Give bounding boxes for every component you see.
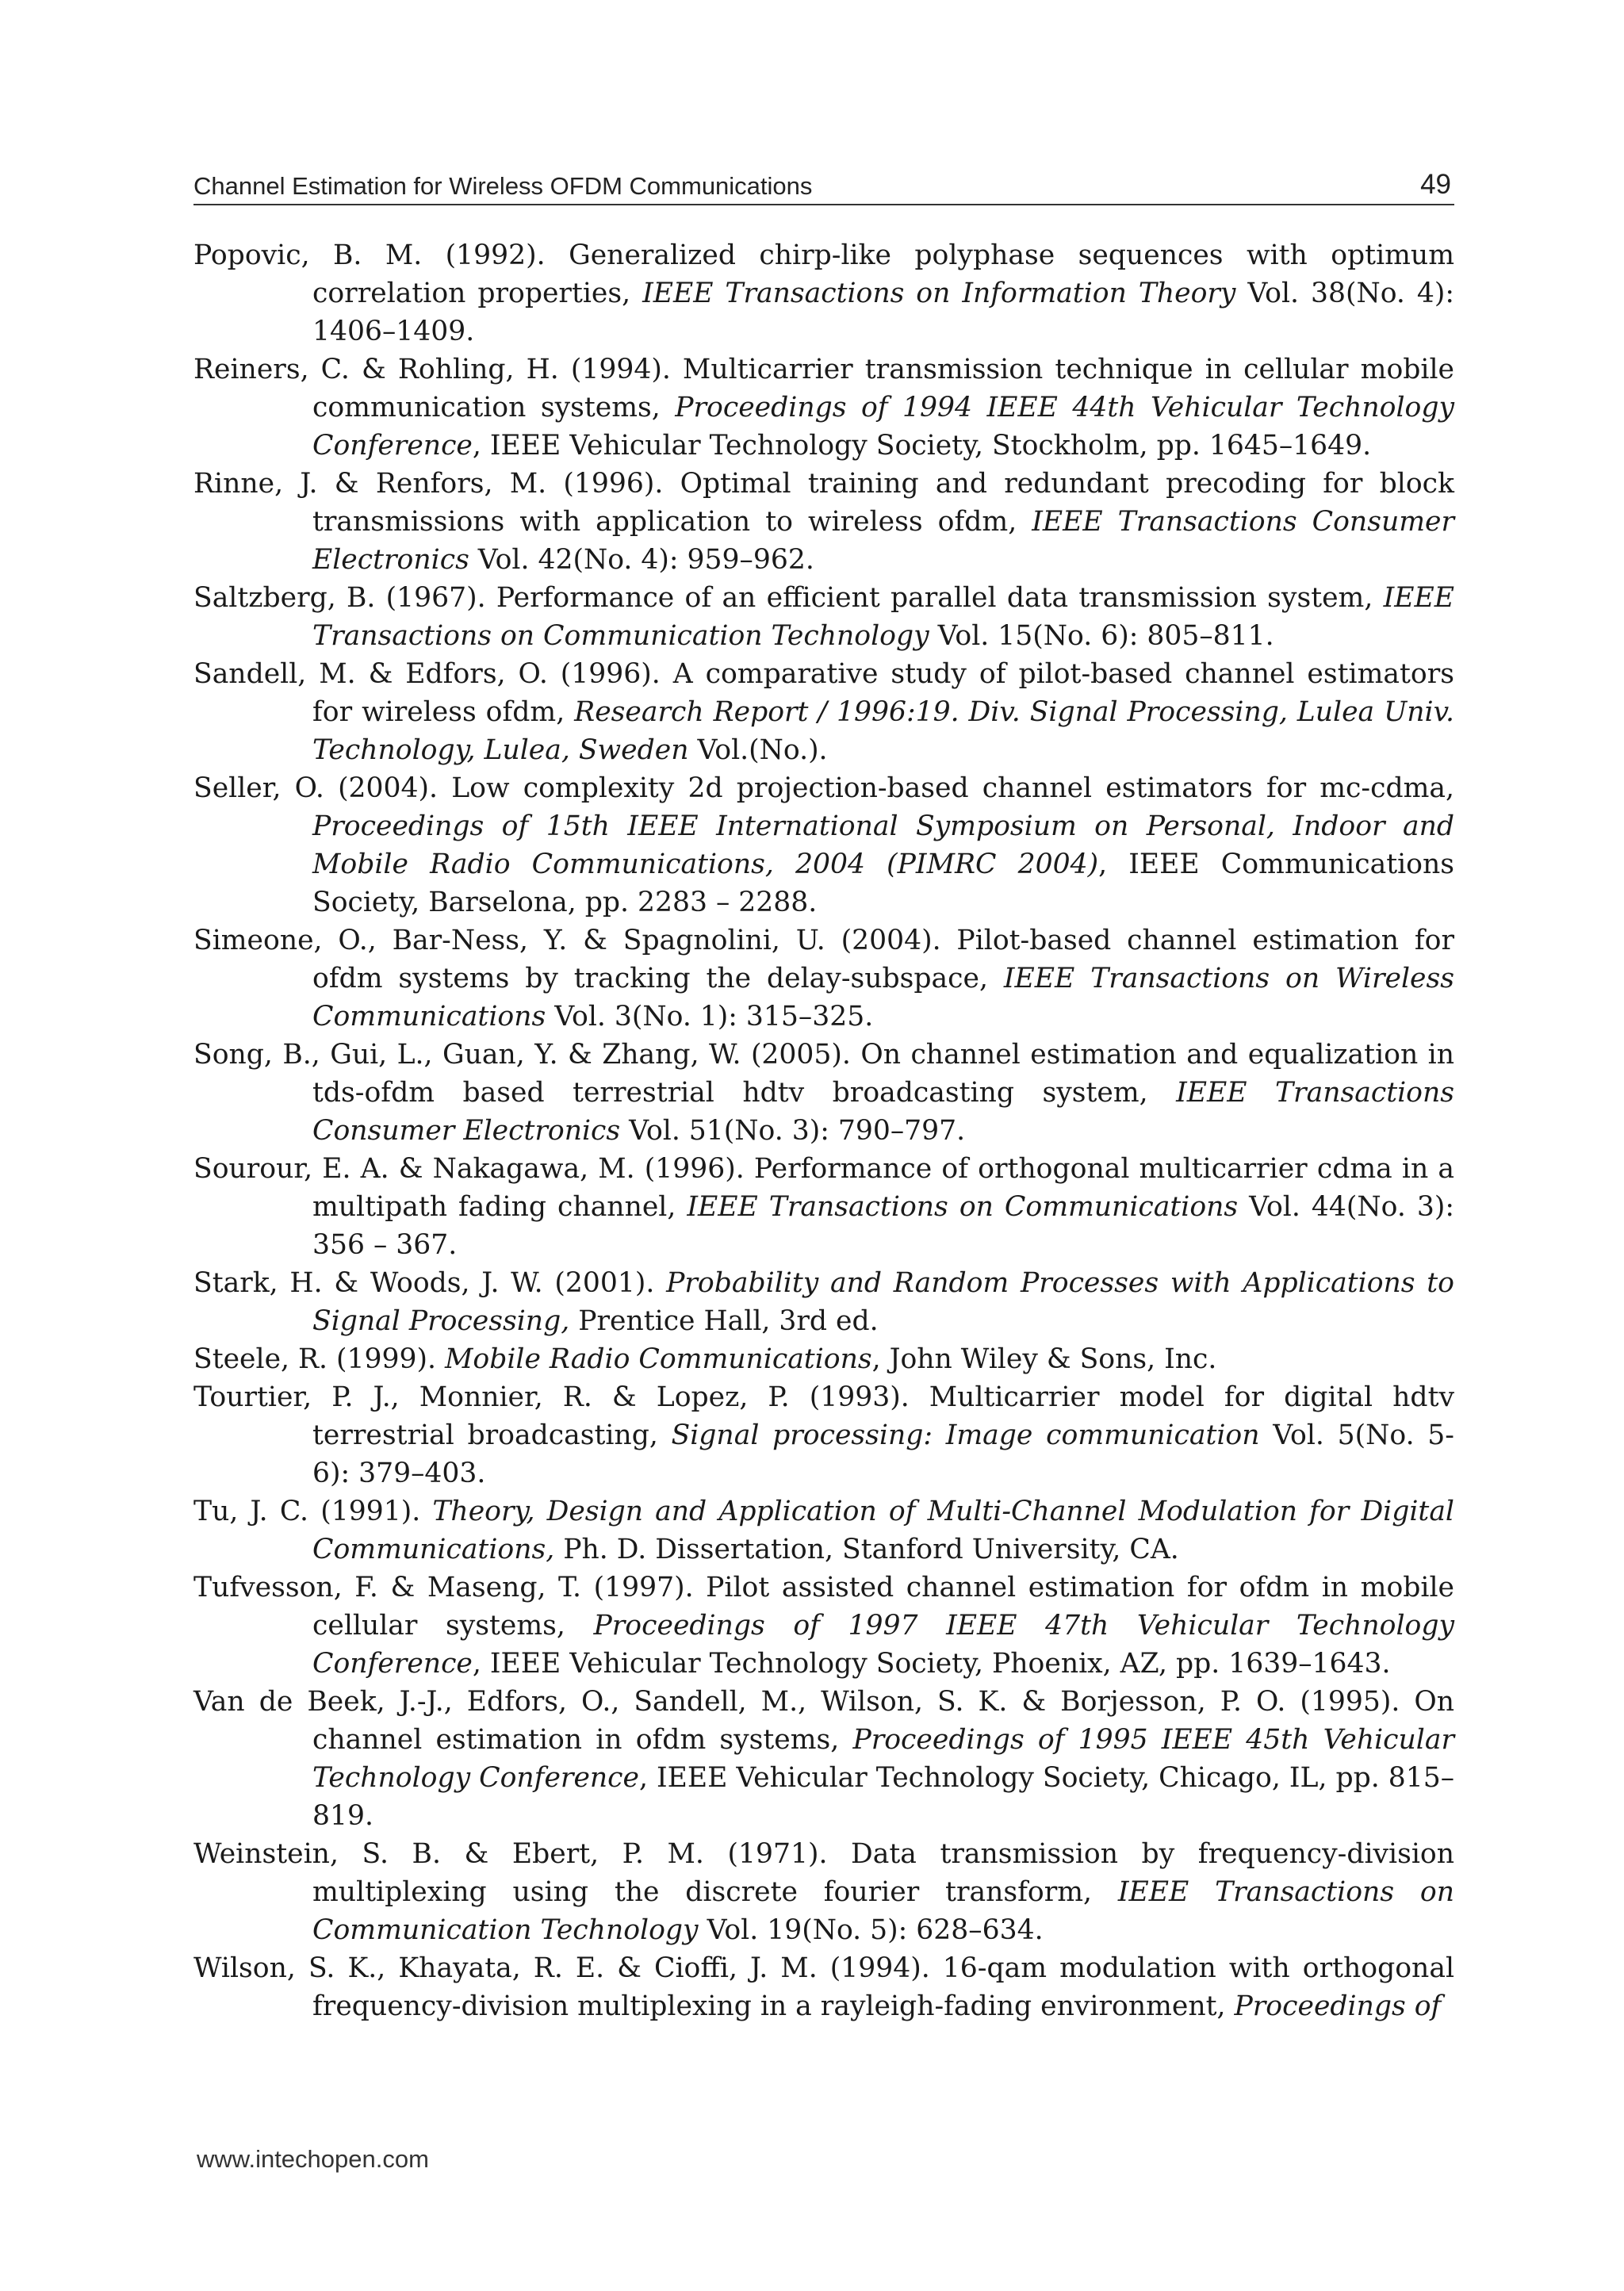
reference-details: Vol. 38(No. 4): 1406–1409. xyxy=(312,278,1455,347)
reference-source: Proceedings of 1997 IEEE 47th Vehicular Technology Conference xyxy=(312,1610,1454,1680)
reference-entry xyxy=(193,1340,1454,1378)
reference-entry xyxy=(193,1378,1454,1492)
reference-source: Mobile Radio Communications xyxy=(445,1343,872,1375)
reference-details: , John Wiley & Sons, Inc. xyxy=(871,1343,1217,1375)
footer-url: www.intechopen.com xyxy=(197,2145,429,2173)
reference-source: Probability and Random Processes with Applications to Signal Processing, xyxy=(312,1267,1454,1337)
reference-entry xyxy=(193,1569,1454,1683)
reference-source: IEEE Transactions Consumer Electronics xyxy=(312,506,1454,576)
reference-details: , IEEE Vehicular Technology Society, Stockholm, pp. 1645–1649. xyxy=(472,430,1372,462)
reference-source: IEEE Transactions on Communication Technology xyxy=(312,1876,1454,1946)
reference-source: Research Report / 1996:19. Div. Signal Processing, Lulea Univ. Technology, Lulea, Sweden xyxy=(312,696,1454,766)
reference-entry xyxy=(193,236,1454,351)
reference-text: Rinne, J. & Renfors, M. (1996). Optimal training and redundant precoding for block transmissions with application to wireless ofdm, xyxy=(193,468,1454,538)
reference-details: Vol. 15(No. 6): 805–811. xyxy=(929,620,1274,652)
reference-text: Steele, R. (1999). xyxy=(193,1343,445,1375)
reference-text: Van de Beek, J.-J., Edfors, O., Sandell, M., Wilson, S. K. & Borjesson, P. O. (1995). On channel estimation in ofdm systems, xyxy=(193,1686,1454,1756)
page-number: 49 xyxy=(1420,169,1451,200)
reference-text: Sandell, M. & Edfors, O. (1996). A comparative study of pilot-based channel estimators for wireless ofdm, xyxy=(193,658,1454,728)
reference-entry xyxy=(193,579,1454,655)
reference-details: Vol. 5(No. 5-6): 379–403. xyxy=(312,1419,1454,1489)
reference-entry xyxy=(193,1949,1454,2025)
reference-entry xyxy=(193,1683,1454,1835)
reference-entry xyxy=(193,465,1454,579)
reference-source: Proceedings of 15th IEEE International Symposium on Personal, Indoor and Mobile Radio Communications, 2004 (PIMRC 2004) xyxy=(312,810,1454,880)
reference-list xyxy=(193,236,1454,2025)
reference-details: Vol. 3(No. 1): 315–325. xyxy=(546,1001,874,1032)
reference-entry xyxy=(193,921,1454,1036)
reference-text: Popovic, B. M. (1992). Generalized chirp-like polyphase sequences with optimum correlation properties, xyxy=(193,239,1454,309)
reference-text: Stark, H. & Woods, J. W. (2001). xyxy=(193,1267,667,1299)
reference-details: Vol. 44(No. 3): 356 – 367. xyxy=(312,1191,1454,1261)
reference-details: Vol.(No.). xyxy=(688,734,828,766)
reference-text: Tourtier, P. J., Monnier, R. & Lopez, P. (1993). Multicarrier model for digital hdtv terrestrial broadcasting, xyxy=(193,1381,1454,1451)
reference-entry xyxy=(193,1492,1454,1569)
reference-source: IEEE Transactions on Information Theory xyxy=(642,278,1236,309)
reference-source: Signal processing: Image communication xyxy=(671,1419,1260,1451)
reference-details: , IEEE Communications Society, Barselona, pp. 2283 – 2288. xyxy=(312,849,1454,918)
reference-text: Seller, O. (2004). Low complexity 2d projection-based channel estimators for mc-cdma, xyxy=(193,772,1454,804)
reference-details: Prentice Hall, 3rd ed. xyxy=(569,1305,879,1337)
reference-text: Weinstein, S. B. & Ebert, P. M. (1971). Data transmission by frequency-division multiplexing using the discrete fourier transform, xyxy=(193,1838,1454,1908)
reference-source: Proceedings of 1995 IEEE 45th Vehicular Technology Conference xyxy=(312,1724,1455,1794)
reference-details: , IEEE Vehicular Technology Society, Chicago, IL, pp. 815–819. xyxy=(312,1762,1455,1832)
reference-text: Sourour, E. A. & Nakagawa, M. (1996). Performance of orthogonal multicarrier cdma in a multipath fading channel, xyxy=(193,1153,1454,1223)
reference-entry xyxy=(193,1835,1454,1949)
running-header xyxy=(193,164,1454,205)
reference-text: Wilson, S. K., Khayata, R. E. & Cioffi, J. M. (1994). 16-qam modulation with orthogonal frequency-division multiplexing in a rayleigh-fading environment, xyxy=(193,1952,1454,2022)
reference-details: , IEEE Vehicular Technology Society, Phoenix, AZ, pp. 1639–1643. xyxy=(472,1648,1391,1680)
reference-entry xyxy=(193,1264,1454,1340)
reference-source: IEEE Transactions on Communications xyxy=(687,1191,1239,1223)
reference-entry xyxy=(193,1036,1454,1150)
running-header-title: Channel Estimation for Wireless OFDM Communications xyxy=(193,172,813,200)
reference-details: Vol. 42(No. 4): 959–962. xyxy=(469,544,814,576)
reference-text: Song, B., Gui, L., Guan, Y. & Zhang, W. (2005). On channel estimation and equalization in tds-ofdm based terrestrial hdtv broadcasting system, xyxy=(193,1039,1454,1109)
reference-source: IEEE Transactions on Wireless Communications xyxy=(312,963,1454,1032)
reference-source: IEEE Transactions on Communication Technology xyxy=(312,582,1454,652)
reference-source: Proceedings of 1994 IEEE 44th Vehicular Technology Conference xyxy=(312,392,1454,462)
reference-text: Tufvesson, F. & Maseng, T. (1997). Pilot assisted channel estimation for ofdm in mobile cellular systems, xyxy=(193,1572,1454,1642)
reference-details: Vol. 19(No. 5): 628–634. xyxy=(698,1914,1044,1946)
reference-entry xyxy=(193,351,1454,465)
reference-text: Tu, J. C. (1991). xyxy=(193,1496,433,1527)
reference-details: Ph. D. Dissertation, Stanford University, CA. xyxy=(554,1534,1179,1565)
reference-source: Proceedings of xyxy=(1234,1990,1442,2022)
reference-details: Vol. 51(No. 3): 790–797. xyxy=(620,1115,966,1147)
reference-text: Saltzberg, B. (1967). Performance of an efficient parallel data transmission system, xyxy=(193,582,1384,614)
reference-text: Simeone, O., Bar-Ness, Y. & Spagnolini, U. (2004). Pilot-based channel estimation for ofdm systems by tracking the delay-subspace, xyxy=(193,925,1454,994)
reference-source: IEEE Transactions Consumer Electronics xyxy=(312,1077,1454,1147)
reference-text: Reiners, C. & Rohling, H. (1994). Multicarrier transmission technique in cellular mobile communication systems, xyxy=(193,354,1454,423)
reference-entry xyxy=(193,1150,1454,1264)
reference-entry xyxy=(193,769,1454,921)
reference-entry xyxy=(193,655,1454,769)
reference-source: Theory, Design and Application of Multi-Channel Modulation for Digital Communications, xyxy=(312,1496,1454,1565)
